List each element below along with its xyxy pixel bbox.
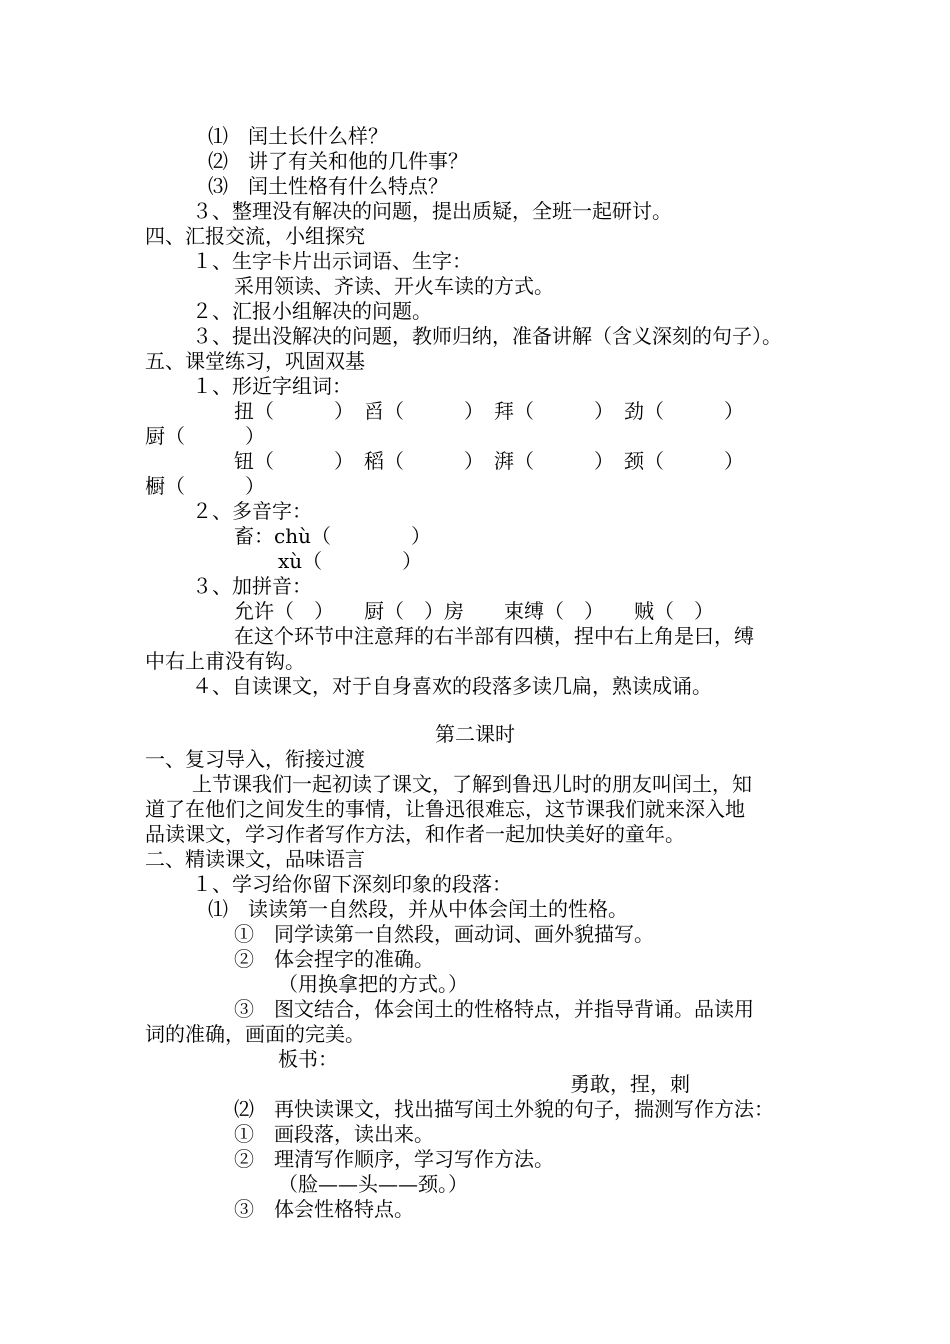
lesson-2-sub-2-b-note: （脸——头——颈。） — [278, 1172, 468, 1196]
exercise-2-heading: ２、多音字： — [192, 499, 312, 523]
exercise-1-heading: １、形近字组词： — [192, 374, 352, 398]
section-4-heading: 四、汇报交流，小组探究 — [145, 224, 365, 248]
lesson-2-intro-1: 上节课我们一起初读了课文，了解到鲁迅儿时的朋友叫闰土，知 — [192, 772, 752, 796]
lesson-2-sub-1-c: ③ 图文结合，体会闰土的性格特点，并指导背诵。品读用 — [234, 997, 754, 1021]
exercise-1-row-2-wrap: 橱（ ） — [145, 474, 265, 498]
lesson-2-sub-2-a: ① 画段落，读出来。 — [234, 1122, 434, 1146]
question-1: ⑴ 闰土长什么样？ — [208, 124, 388, 148]
blackboard-label: 板书： — [278, 1047, 338, 1071]
exercise-1-row-1-wrap: 厨（ ） — [145, 424, 265, 448]
exercise-4: ４、自读课文，对于自身喜欢的段落多读几扁，熟读成诵。 — [192, 674, 712, 698]
lesson-2-sub-1-b: ② 体会捏字的准确。 — [234, 947, 434, 971]
exercise-3-items: 允许（ ） 厨（ ）房 束缚（ ） 贼（ ） — [234, 599, 714, 623]
exercise-3-heading: ３、加拼音： — [192, 574, 312, 598]
exercise-1-row-1: 扭（ ） 舀（ ） 拜（ ） 劲（ ） — [234, 399, 744, 423]
exercise-2-chu: 畜：chù（ ） — [234, 524, 431, 548]
lesson-2-intro-2: 道了在他们之间发生的事情，让鲁迅很难忘，这节课我们就来深入地 — [145, 797, 745, 821]
section-4-item-1: １、生字卡片出示词语、生字： — [192, 249, 472, 273]
lesson-2-sub-1-a: ① 同学读第一自然段，画动词、画外貌描写。 — [234, 922, 654, 946]
exercise-2-xu: xù（ ） — [278, 549, 423, 573]
lesson-2-intro-3: 品读课文，学习作者写作方法，和作者一起加快美好的童年。 — [145, 822, 685, 846]
blackboard-content: 勇敢，捏，刺 — [570, 1072, 690, 1096]
step-3: ３、整理没有解决的问题，提出质疑，全班一起研讨。 — [192, 199, 672, 223]
exercise-3-note: 在这个环节中注意拜的右半部有四横，捏中右上角是曰，缚 — [234, 624, 754, 648]
question-3: ⑶ 闰土性格有什么特点？ — [208, 174, 448, 198]
lesson-2-title: 第二课时 — [435, 722, 515, 746]
question-2: ⑵ 讲了有关和他的几件事？ — [208, 149, 468, 173]
lesson-2-section-1-heading: 一、复习导入，衔接过渡 — [145, 747, 365, 771]
lesson-2-sub-1: ⑴ 读读第一自然段，并从中体会闰土的性格。 — [208, 897, 628, 921]
lesson-2-sub-2-c: ③ 体会性格特点。 — [234, 1197, 414, 1221]
section-4-item-3: ３、提出没解决的问题，教师归纳，准备讲解（含义深刻的句子）。 — [192, 324, 782, 348]
section-4-item-2: ２、汇报小组解决的问题。 — [192, 299, 432, 323]
lesson-2-item-1: １、学习给你留下深刻印象的段落： — [192, 872, 512, 896]
lesson-2-sub-1-b-note: （用换拿把的方式。） — [278, 972, 468, 996]
lesson-2-sub-2-b: ② 理清写作顺序，学习写作方法。 — [234, 1147, 554, 1171]
lesson-2-section-2-heading: 二、精读课文，品味语言 — [145, 847, 365, 871]
lesson-2-sub-2: ⑵ 再快读课文，找出描写闰土外貌的句子，揣测写作方法： — [234, 1097, 774, 1121]
section-4-item-1-detail: 采用领读、齐读、开火车读的方式。 — [234, 274, 554, 298]
lesson-2-sub-1-c-wrap: 词的准确，画面的完美。 — [145, 1022, 365, 1046]
section-5-heading: 五、课堂练习，巩固双基 — [145, 349, 365, 373]
exercise-3-note-wrap: 中右上甫没有钩。 — [145, 649, 305, 673]
exercise-1-row-2: 钮（ ） 稻（ ） 湃（ ） 颈（ ） — [234, 449, 744, 473]
